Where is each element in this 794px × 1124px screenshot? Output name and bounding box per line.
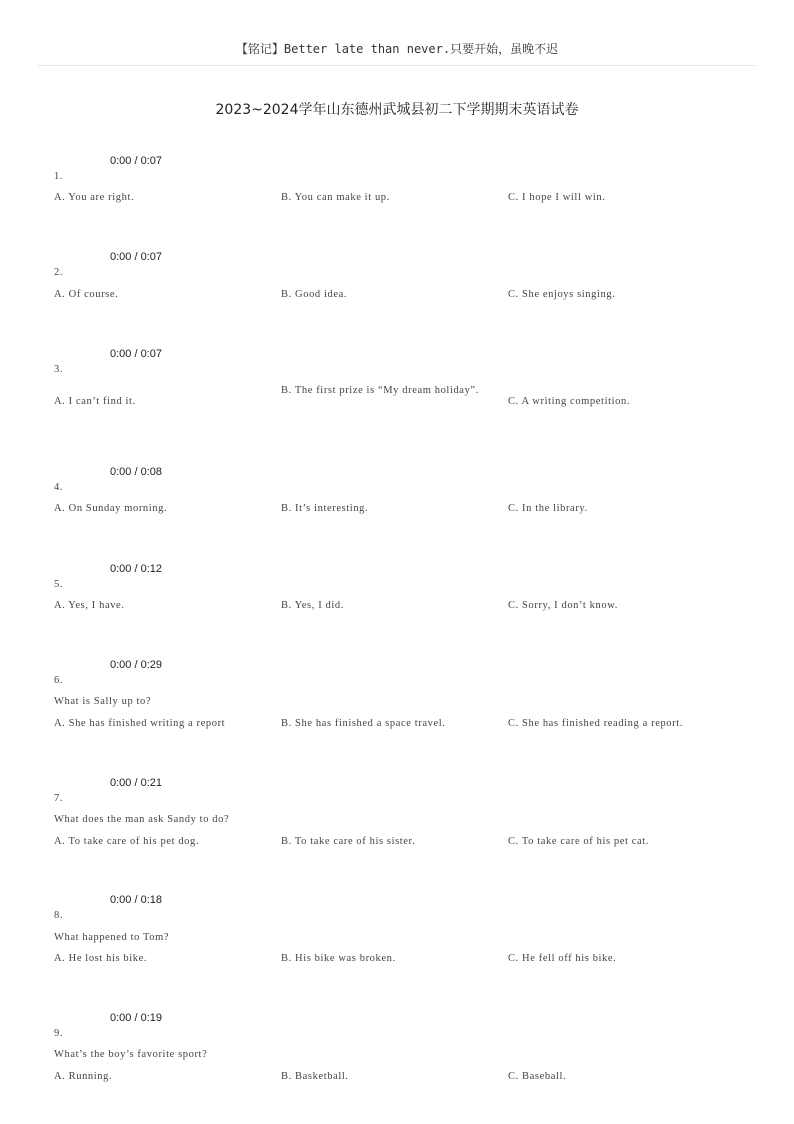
audio-player-time[interactable]: 0:00 / 0:19 [110,1012,162,1024]
option-b: B. His bike was broken. [281,953,396,964]
option-c: C. In the library. [508,503,588,514]
audio-player-time[interactable]: 0:00 / 0:21 [110,777,162,789]
option-b: B. The first prize is “My dream holiday”. [281,385,479,396]
question-number: 4. [54,482,64,493]
question-stem: What is Sally up to? [54,696,152,707]
option-b: B. Basketball. [281,1071,349,1082]
option-c: C. A writing competition. [508,396,631,407]
option-c: C. She has finished reading a report. [508,718,683,729]
audio-player-time[interactable]: 0:00 / 0:12 [110,563,162,575]
question-number: 8. [54,910,64,921]
option-a: A. Running. [54,1071,113,1082]
page-title: 2023~2024学年山东德州武城县初二下学期期末英语试卷 [215,102,579,118]
question-stem: What’s the boy’s favorite sport? [54,1049,208,1060]
option-c: C. Sorry, I don’t know. [508,600,618,611]
question-number: 7. [54,793,64,804]
option-b: B. Good idea. [281,289,348,300]
option-a: A. He lost his bike. [54,953,148,964]
question-number: 9. [54,1028,64,1039]
option-c: C. Baseball. [508,1071,567,1082]
audio-player-time[interactable]: 0:00 / 0:07 [110,155,162,167]
question-number: 1. [54,171,64,182]
audio-player-time[interactable]: 0:00 / 0:07 [110,251,162,263]
audio-player-time[interactable]: 0:00 / 0:29 [110,659,162,671]
audio-player-time[interactable]: 0:00 / 0:07 [110,348,162,360]
page-header-motto: 【铭记】Better late than never.只要开始，虽晚不迟 [235,42,559,56]
option-c: C. He fell off his bike. [508,953,617,964]
audio-player-time[interactable]: 0:00 / 0:08 [110,466,162,478]
question-stem: What happened to Tom? [54,932,170,943]
question-number: 2. [54,267,64,278]
option-b: B. To take care of his sister. [281,836,416,847]
audio-player-time[interactable]: 0:00 / 0:18 [110,894,162,906]
question-number: 5. [54,579,64,590]
option-a: A. You are right. [54,192,135,203]
option-b: B. Yes, I did. [281,600,344,611]
option-a: A. Yes, I have. [54,600,125,611]
header-divider [38,65,756,66]
option-a: A. On Sunday morning. [54,503,168,514]
option-b: B. You can make it up. [281,192,390,203]
option-a: A. To take care of his pet dog. [54,836,200,847]
option-c: C. To take care of his pet cat. [508,836,650,847]
question-number: 6. [54,675,64,686]
option-a: A. Of course. [54,289,119,300]
option-b: B. It’s interesting. [281,503,369,514]
question-number: 3. [54,364,64,375]
option-a: A. I can’t find it. [54,396,136,407]
option-c: C. I hope I will win. [508,192,606,203]
option-b: B. She has finished a space travel. [281,718,446,729]
question-stem: What does the man ask Sandy to do? [54,814,230,825]
option-c: C. She enjoys singing. [508,289,616,300]
option-a: A. She has finished writing a report [54,718,226,729]
